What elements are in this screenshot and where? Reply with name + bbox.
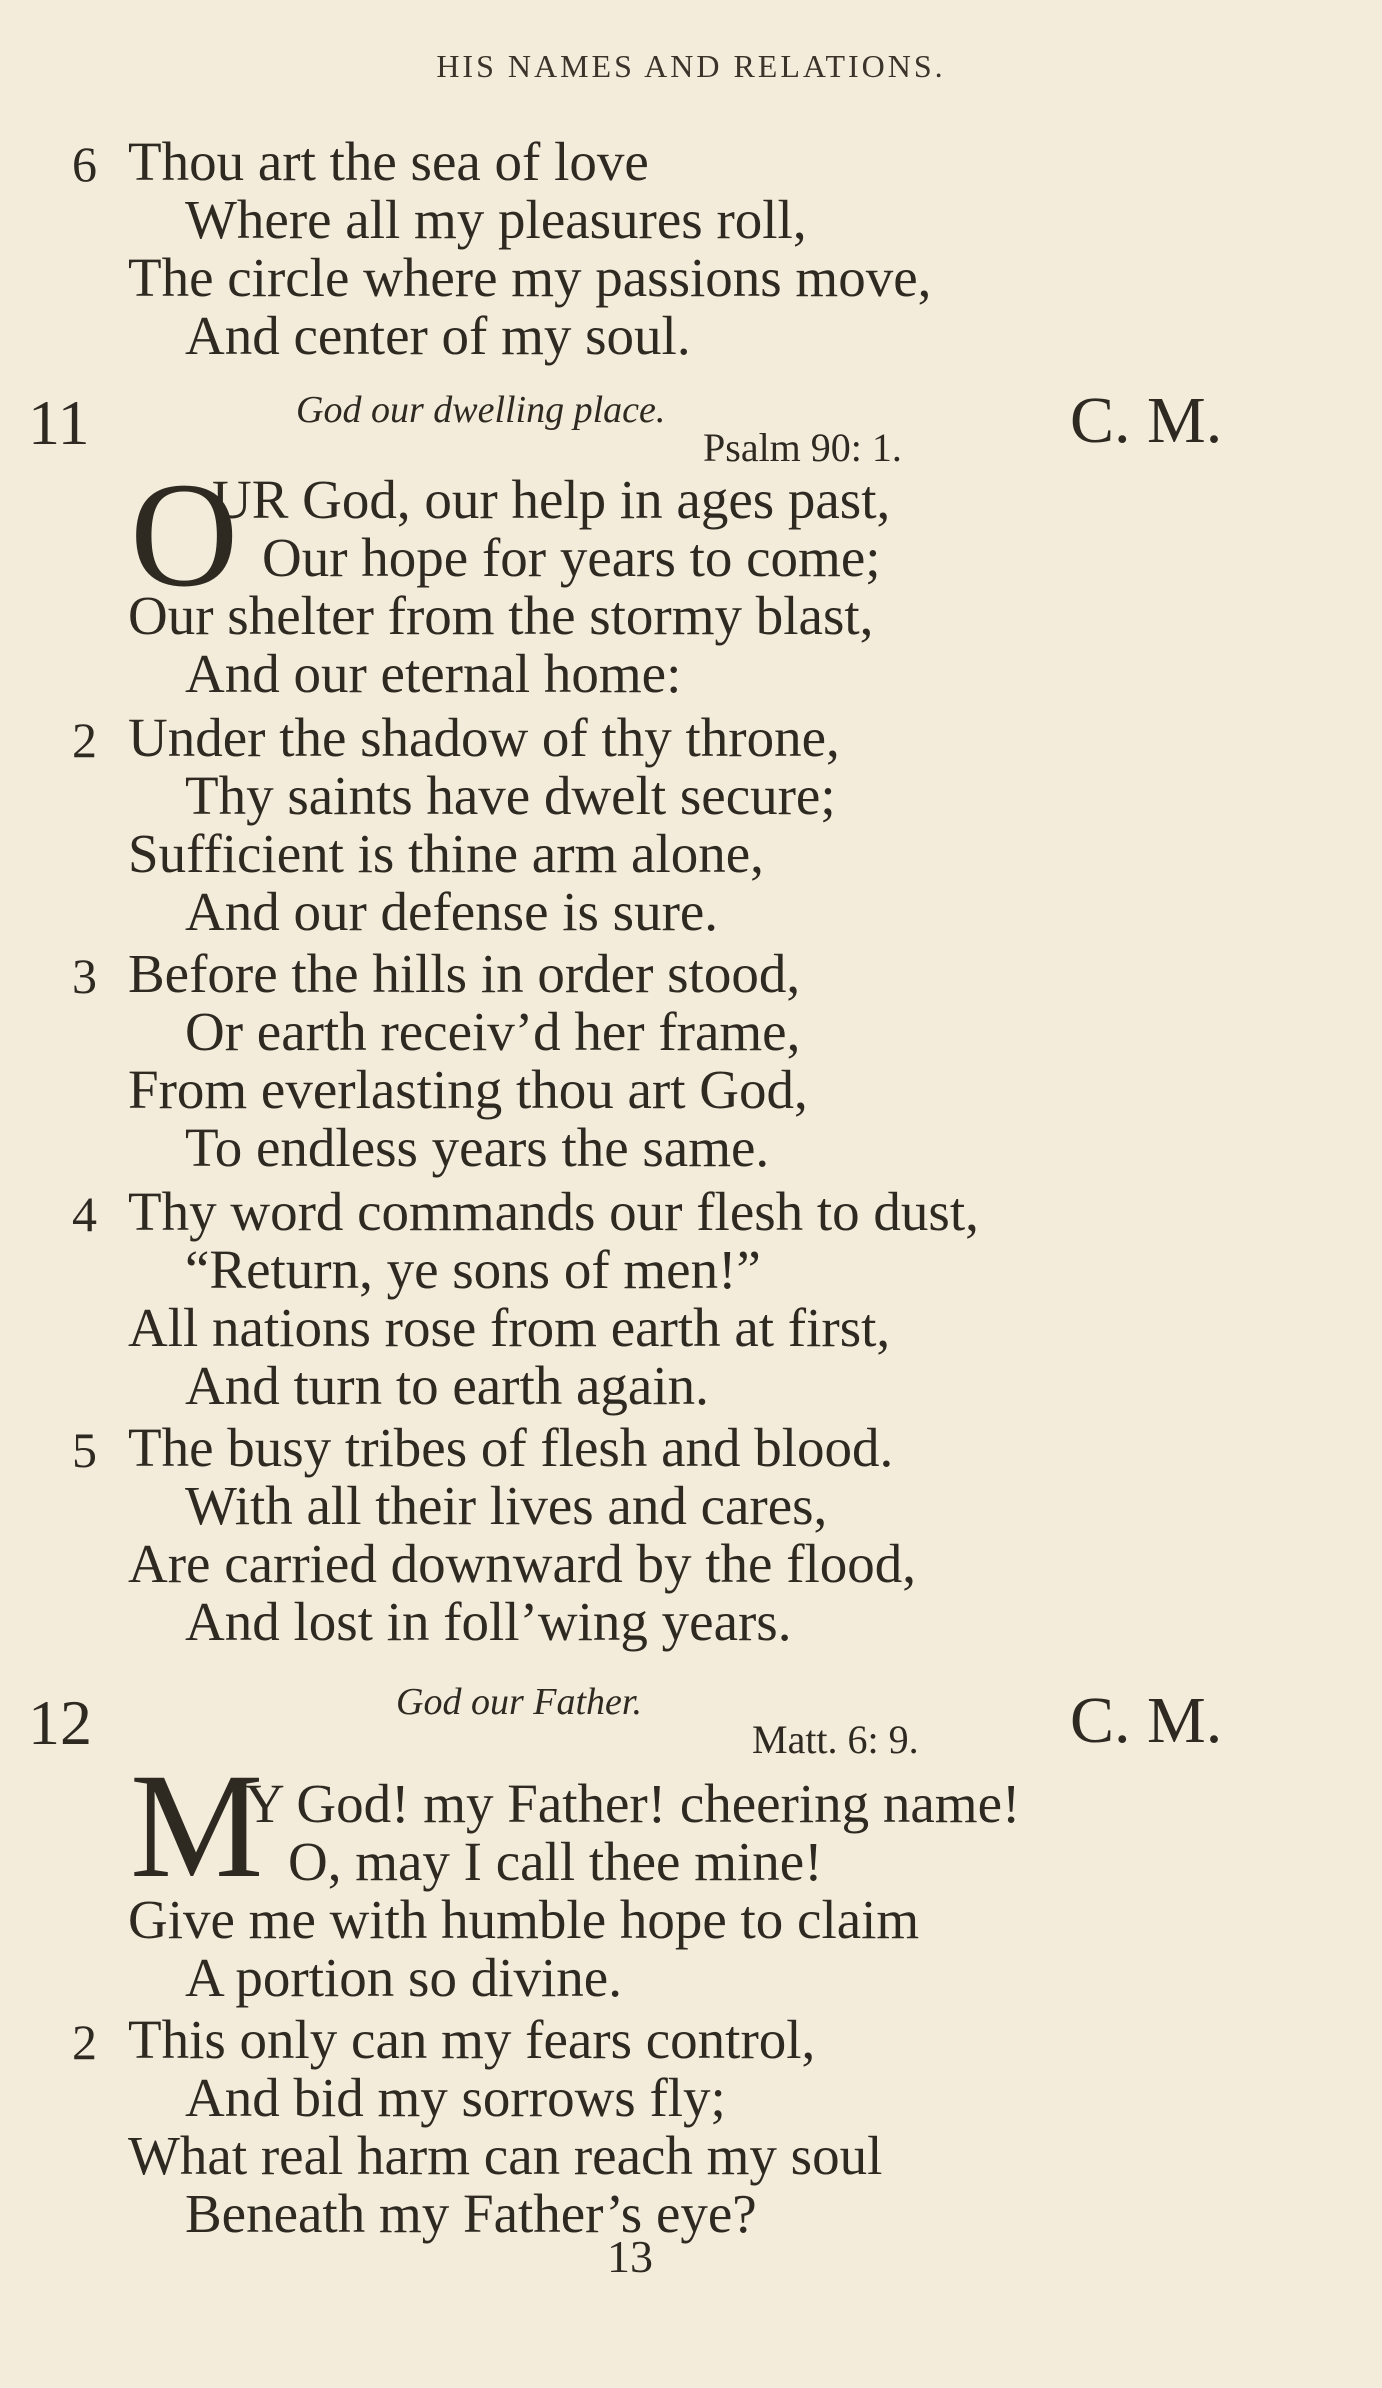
verse-line: Our shelter from the stormy blast,: [128, 585, 874, 646]
verse-line: UR God, our help in ages past,: [212, 469, 891, 530]
verse-number: 2: [72, 712, 97, 768]
drop-cap: M: [130, 1743, 264, 1909]
page-number: 13: [607, 2231, 653, 2282]
verse-line: Thou art the sea of love: [128, 131, 649, 192]
verse-line: With all their lives and cares,: [185, 1475, 828, 1536]
hymn-number: 11: [28, 387, 90, 458]
verse-line: Y God! my Father! cheering name!: [245, 1773, 1021, 1834]
scripture-reference: Psalm 90: 1.: [703, 425, 902, 470]
running-head: HIS NAMES AND RELATIONS.: [436, 48, 946, 84]
meter: C. M.: [1070, 1684, 1223, 1757]
verse-line: “Return, ye sons of men!”: [185, 1239, 761, 1300]
hymn-title: God our Father.: [396, 1681, 642, 1723]
verse-number: 2: [72, 2014, 97, 2070]
verse-line: From everlasting thou art God,: [128, 1059, 808, 1120]
verse-line: O, may I call thee mine!: [288, 1831, 823, 1892]
verse-line: Under the shadow of thy throne,: [128, 707, 840, 768]
verse-line: Where all my pleasures roll,: [185, 189, 807, 250]
verse-line: This only can my fears control,: [128, 2009, 816, 2070]
meter: C. M.: [1070, 384, 1223, 457]
verse-line: And our eternal home:: [185, 643, 682, 704]
scripture-reference: Matt. 6: 9.: [752, 1717, 919, 1762]
verse-line: All nations rose from earth at first,: [128, 1297, 891, 1358]
verse-line: Before the hills in order stood,: [128, 943, 801, 1004]
verse-line: The busy tribes of flesh and blood.: [128, 1417, 894, 1478]
verse-line: Beneath my Father’s eye?: [185, 2183, 757, 2244]
verse-number: 4: [72, 1186, 97, 1242]
verse-line: And our defense is sure.: [185, 881, 719, 942]
verse-line: And bid my sorrows fly;: [185, 2067, 726, 2128]
verse-number: 5: [72, 1422, 97, 1478]
verse-line: Thy word commands our flesh to dust,: [128, 1181, 979, 1242]
verse-line: A portion so divine.: [185, 1947, 622, 2008]
verse-line: Or earth receiv’d her frame,: [185, 1001, 801, 1062]
verse-line: Thy saints have dwelt secure;: [185, 765, 836, 826]
verse-line: Sufficient is thine arm alone,: [128, 823, 764, 884]
verse-line: And turn to earth again.: [185, 1355, 709, 1416]
hymn-title: God our dwelling place.: [296, 389, 666, 431]
verse-line: Our hope for years to come;: [262, 527, 881, 588]
verse-line: Are carried downward by the flood,: [128, 1533, 917, 1594]
verse-number: 6: [72, 136, 97, 192]
verse-line: And lost in foll’wing years.: [185, 1591, 792, 1652]
verse-line: To endless years the same.: [185, 1117, 770, 1178]
verse-line: And center of my soul.: [185, 305, 691, 366]
verse-line: What real harm can reach my soul: [128, 2125, 883, 2186]
verse-line: The circle where my passions move,: [128, 247, 932, 308]
verse-line: Give me with humble hope to claim: [128, 1889, 920, 1950]
hymn-number: 12: [28, 1687, 92, 1758]
drop-cap: O: [130, 452, 239, 618]
verse-number: 3: [72, 948, 97, 1004]
